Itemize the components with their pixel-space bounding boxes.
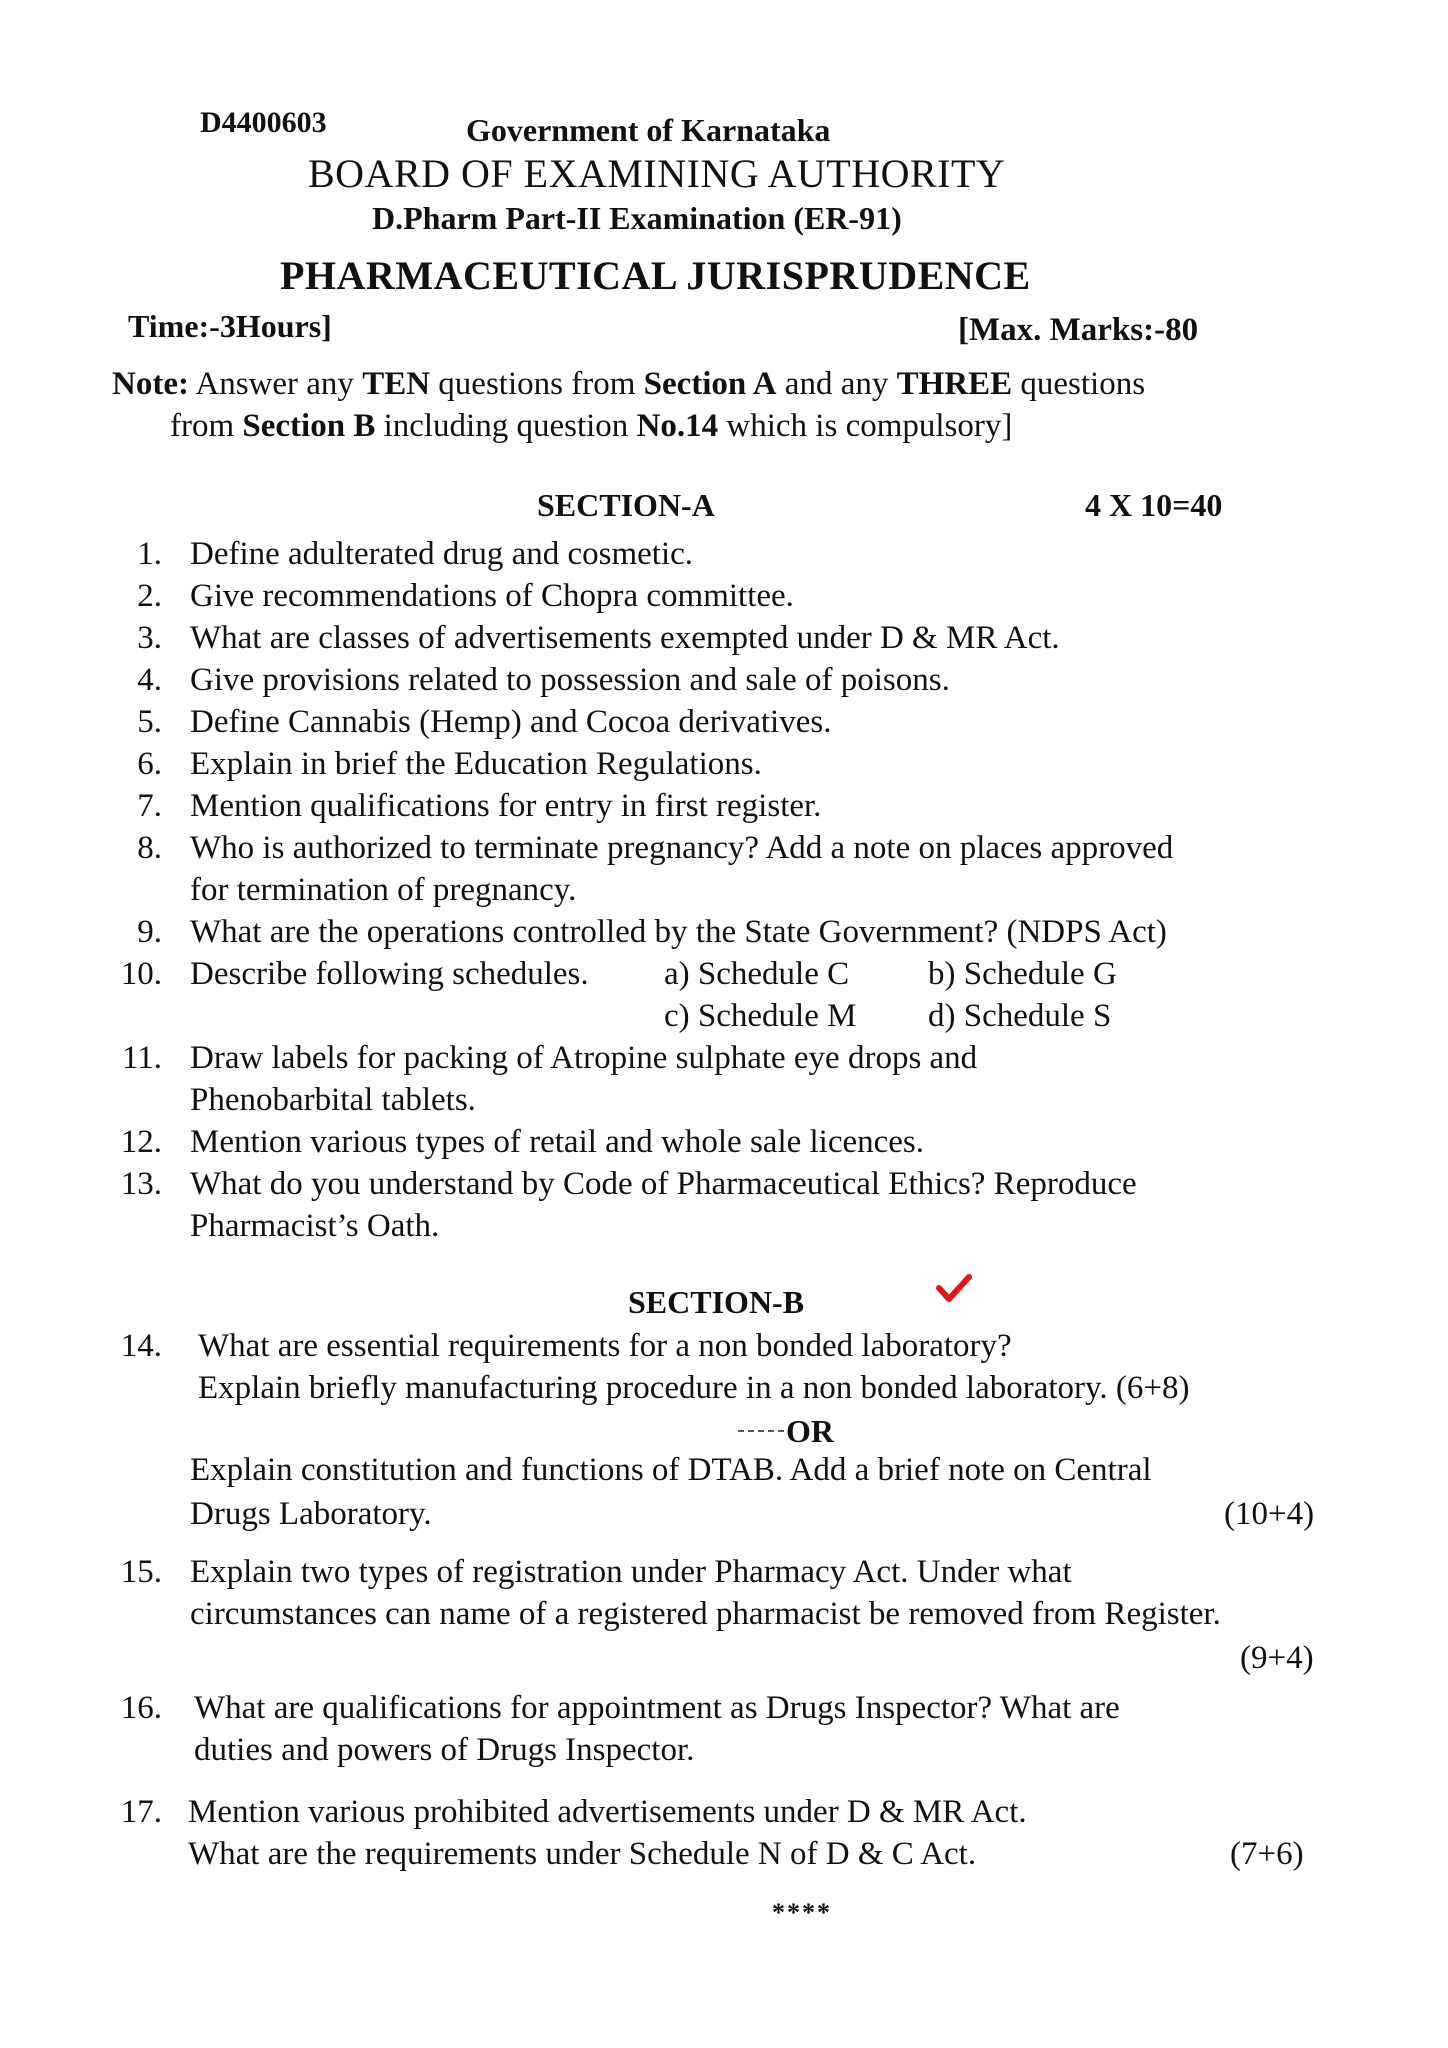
exam-title: D.Pharm Part-II Examination (ER-91) (372, 200, 902, 236)
schedule-g: b) Schedule G (928, 956, 1117, 992)
or-divider: OR (786, 1413, 834, 1449)
note-line-2: from Section B including question No.14 which is compulsory] (170, 408, 1013, 444)
marks-7-6: (7+6) (1230, 1836, 1304, 1872)
section-a-marks: 4 X 10=40 (1085, 487, 1223, 523)
schedule-c: a) Schedule C (664, 956, 850, 992)
government-title: Government of Karnataka (466, 112, 831, 148)
end-stars: **** (772, 1898, 832, 1927)
subject-title: PHARMACEUTICAL JURISPRUDENCE (280, 253, 1031, 298)
paper-code: D4400603 (200, 106, 327, 139)
section-b-title: SECTION-B (628, 1284, 805, 1320)
board-title: BOARD OF EXAMINING AUTHORITY (308, 151, 1006, 196)
note-line-1: Note: Answer any TEN questions from Section A and any THREE questions (112, 366, 1146, 402)
check-mark-icon (936, 1274, 972, 1304)
schedule-s: d) Schedule S (928, 998, 1112, 1034)
or-dash-line (738, 1430, 784, 1432)
time-allowed: Time:-3Hours] (128, 308, 332, 344)
schedule-m: c) Schedule M (664, 998, 857, 1034)
section-a-title: SECTION-A (537, 487, 715, 523)
max-marks: [Max. Marks:-80 (958, 312, 1199, 348)
marks-9-4: (9+4) (1240, 1640, 1314, 1676)
marks-10-4: (10+4) (1224, 1496, 1315, 1532)
